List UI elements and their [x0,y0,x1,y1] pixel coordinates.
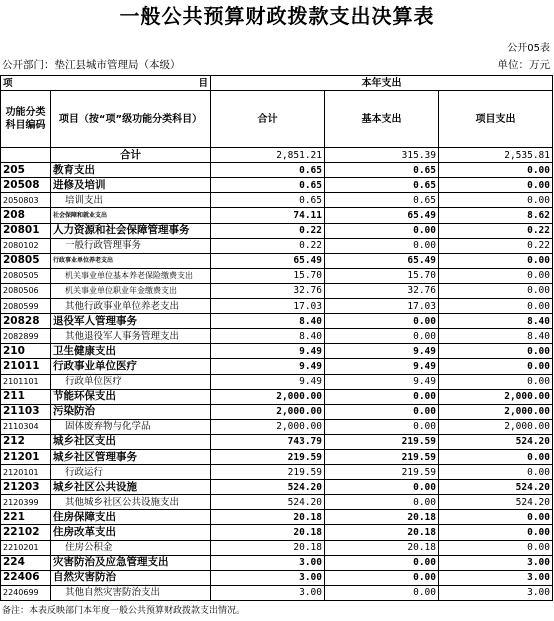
row-project: 0.00 [439,449,553,464]
expenditure-table [0,75,553,601]
total-total: 2,851.21 [211,148,325,163]
row-basic: 0.00 [325,495,439,510]
row-code: 2110304 [1,419,51,434]
row-project: 0.00 [439,374,553,389]
row-project: 524.20 [439,434,553,449]
row-name: 人力资源和社会保障管理事务 [51,223,211,238]
row-total: 524.20 [211,495,325,510]
row-total: 3.00 [211,570,325,585]
row-basic: 17.03 [325,299,439,314]
row-code: 2080599 [1,299,51,314]
row-name: 住房公积金 [51,540,211,555]
table-row [1,193,553,208]
row-name: 行政事业单位养老支出 [51,253,211,268]
table-row [1,465,553,480]
row-total: 2,000.00 [211,419,325,434]
row-basic: 0.00 [325,238,439,253]
table-row [1,314,553,329]
row-basic: 0.00 [325,389,439,404]
row-basic: 0.65 [325,193,439,208]
row-basic: 15.70 [325,268,439,283]
row-name: 进修及培训 [51,178,211,193]
row-total: 2,000.00 [211,404,325,419]
row-project: 2,000.00 [439,404,553,419]
total-project: 2,535.81 [439,148,553,163]
row-project: 2,000.00 [439,389,553,404]
row-total: 0.65 [211,178,325,193]
table-row [1,163,553,178]
row-name: 培训支出 [51,193,211,208]
row-name: 城乡社区支出 [51,434,211,449]
row-name: 城乡社区管理事务 [51,449,211,464]
row-project: 0.22 [439,238,553,253]
row-basic: 0.00 [325,329,439,344]
row-code: 208 [1,208,51,223]
row-code: 212 [1,434,51,449]
table-row [1,570,553,585]
footnote: 备注：本表反映部门本年度一般公共预算财政拨款支出情况。 [2,606,246,616]
row-total: 20.18 [211,510,325,525]
table-row [1,525,553,540]
row-code: 20801 [1,223,51,238]
row-code: 22406 [1,570,51,585]
row-basic: 9.49 [325,359,439,374]
row-project: 8.40 [439,314,553,329]
row-code: 2080102 [1,238,51,253]
row-total: 743.79 [211,434,325,449]
row-code: 21103 [1,404,51,419]
header-name: 项目（按“项”级功能分类科目） [51,91,211,148]
row-basic: 0.00 [325,585,439,600]
header-basic: 基本支出 [325,91,439,148]
row-basic: 0.00 [325,555,439,570]
row-code: 2080506 [1,283,51,298]
row-code: 20508 [1,178,51,193]
row-name: 其他自然灾害防治支出 [51,585,211,600]
header-project: 项目支出 [439,91,553,148]
row-name: 污染防治 [51,404,211,419]
row-name: 节能环保支出 [51,389,211,404]
row-code: 21203 [1,480,51,495]
row-total: 3.00 [211,555,325,570]
row-project: 3.00 [439,585,553,600]
row-project: 2,000.00 [439,419,553,434]
row-total: 0.22 [211,238,325,253]
row-project: 0.22 [439,223,553,238]
row-basic: 0.00 [325,570,439,585]
row-basic: 9.49 [325,344,439,359]
row-project: 0.00 [439,163,553,178]
header-code: 功能分类科目编码 [1,91,51,148]
table-row [1,419,553,434]
row-basic: 0.65 [325,178,439,193]
row-basic: 0.00 [325,419,439,434]
row-code: 2120101 [1,465,51,480]
row-project: 3.00 [439,555,553,570]
row-name: 社会保障和就业支出 [51,208,211,223]
row-code: 22102 [1,525,51,540]
row-project: 0.00 [439,193,553,208]
row-name: 其他退役军人事务管理支出 [51,329,211,344]
row-basic: 219.59 [325,449,439,464]
table-row [1,344,553,359]
row-code: 224 [1,555,51,570]
row-total: 15.70 [211,268,325,283]
table-row [1,404,553,419]
row-total: 20.18 [211,540,325,555]
row-project: 524.20 [439,495,553,510]
row-project: 0.00 [439,540,553,555]
header-this-year: 本年支出 [211,76,553,91]
row-basic: 20.18 [325,540,439,555]
header-mu: 目 [51,76,211,91]
row-name: 卫生健康支出 [51,344,211,359]
row-project: 0.00 [439,268,553,283]
row-code: 21201 [1,449,51,464]
table-row [1,223,553,238]
row-basic: 65.49 [325,208,439,223]
row-total: 32.76 [211,283,325,298]
row-code: 221 [1,510,51,525]
row-code: 2050803 [1,193,51,208]
row-project: 0.00 [439,283,553,298]
row-name: 教育支出 [51,163,211,178]
table-row [1,449,553,464]
form-code: 公开05表 [507,43,550,54]
row-basic: 20.18 [325,510,439,525]
row-total: 17.03 [211,299,325,314]
row-name: 机关事业单位基本养老保险缴费支出 [51,268,211,283]
row-code: 21011 [1,359,51,374]
row-total: 219.59 [211,449,325,464]
row-code: 20828 [1,314,51,329]
row-name: 住房改革支出 [51,525,211,540]
row-project: 0.00 [439,178,553,193]
row-basic: 0.00 [325,404,439,419]
row-code: 2082899 [1,329,51,344]
row-project: 0.00 [439,344,553,359]
row-name: 机关事业单位职业年金缴费支出 [51,283,211,298]
total-basic: 315.39 [325,148,439,163]
row-total: 524.20 [211,480,325,495]
department-label: 公开部门：垫江县城市管理局（本级） [2,59,181,71]
row-basic: 9.49 [325,374,439,389]
row-name: 行政事业单位医疗 [51,359,211,374]
table-row [1,299,553,314]
row-project: 8.40 [439,329,553,344]
row-code: 2120399 [1,495,51,510]
row-total: 9.49 [211,344,325,359]
row-code: 205 [1,163,51,178]
row-basic: 219.59 [325,434,439,449]
table-row [1,434,553,449]
row-project: 8.62 [439,208,553,223]
row-total: 0.65 [211,193,325,208]
row-code: 210 [1,344,51,359]
table-row [1,480,553,495]
table-row [1,540,553,555]
table-row [1,510,553,525]
row-total: 9.49 [211,374,325,389]
row-total: 0.22 [211,223,325,238]
row-code: 211 [1,389,51,404]
row-project: 3.00 [439,570,553,585]
row-name: 住房保障支出 [51,510,211,525]
row-total: 219.59 [211,465,325,480]
row-basic: 0.00 [325,223,439,238]
header-item: 项 [1,76,51,91]
row-total: 20.18 [211,525,325,540]
row-basic: 0.00 [325,480,439,495]
table-row [1,495,553,510]
row-project: 0.00 [439,299,553,314]
row-basic: 219.59 [325,465,439,480]
table-row [1,374,553,389]
row-basic: 32.76 [325,283,439,298]
row-basic: 0.65 [325,163,439,178]
row-total: 65.49 [211,253,325,268]
total-label: 合计 [51,148,211,163]
row-code: 2240699 [1,585,51,600]
table-row [1,208,553,223]
row-total: 74.11 [211,208,325,223]
row-project: 524.20 [439,480,553,495]
table-row [1,253,553,268]
row-code: 2080505 [1,268,51,283]
row-total: 9.49 [211,359,325,374]
row-name: 自然灾害防治 [51,570,211,585]
row-project: 0.00 [439,359,553,374]
row-basic: 0.00 [325,314,439,329]
row-project: 0.00 [439,525,553,540]
row-name: 行政运行 [51,465,211,480]
row-project: 0.00 [439,253,553,268]
row-code: 2101101 [1,374,51,389]
row-total: 2,000.00 [211,389,325,404]
row-name: 行政单位医疗 [51,374,211,389]
row-basic: 65.49 [325,253,439,268]
row-project: 0.00 [439,465,553,480]
table-row [1,238,553,253]
row-basic: 20.18 [325,525,439,540]
table-row [1,389,553,404]
table-row [1,178,553,193]
row-name: 其他城乡社区公共设施支出 [51,495,211,510]
row-total: 3.00 [211,585,325,600]
row-total: 0.65 [211,163,325,178]
row-name: 城乡社区公共设施 [51,480,211,495]
row-name: 灾害防治及应急管理支出 [51,555,211,570]
table-row [1,329,553,344]
total-row [1,148,553,163]
unit-label: 单位：万元 [497,59,550,71]
table-row [1,585,553,600]
row-name: 固体废弃物与化学品 [51,419,211,434]
row-name: 退役军人管理事务 [51,314,211,329]
row-total: 8.40 [211,329,325,344]
row-total: 8.40 [211,314,325,329]
row-project: 0.00 [439,510,553,525]
table-row [1,359,553,374]
table-row [1,268,553,283]
row-code: 2210201 [1,540,51,555]
row-name: 其他行政事业单位养老支出 [51,299,211,314]
table-row [1,555,553,570]
table-title: 一般公共预算财政拨款支出决算表 [119,4,435,28]
header-total: 合计 [211,91,325,148]
row-code: 20805 [1,253,51,268]
row-name: 一般行政管理事务 [51,238,211,253]
table-row [1,283,553,298]
